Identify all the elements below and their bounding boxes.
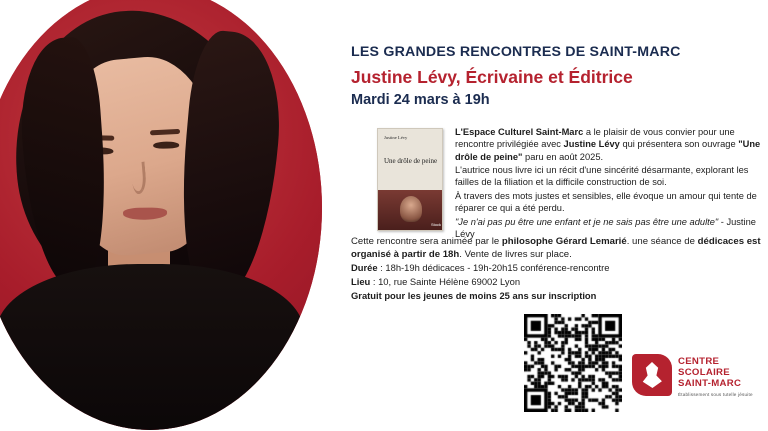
portrait-photo — [0, 0, 322, 430]
free-entry-note: Gratuit pour les jeunes de moins 25 ans sur inscription — [351, 290, 597, 301]
portrait-circle-frame — [0, 0, 322, 430]
description-paragraph-2: L'autrice nous livre ici un récit d'une sincérité désarmante, explorant les failles de la filiation et la difficile construction de soi. — [455, 165, 749, 188]
description-text-1: a le plaisir de vous convier pour une rencontre privilégiée avec — [455, 127, 735, 150]
portrait-brow-right — [150, 129, 180, 136]
book-title-inline: "Une drôle de peine" — [455, 139, 761, 162]
venue-name: L'Espace Culturel Saint-Marc — [455, 127, 584, 137]
qr-code[interactable] — [524, 314, 622, 412]
portrait-nose — [131, 162, 148, 195]
book-author: Justine Lévy — [384, 135, 408, 140]
logo-line-3: Établissement sous tutelle jésuite — [678, 392, 753, 397]
description-text-2: qui présentera son ouvrage — [619, 139, 739, 150]
book-sale-note: . Vente de livres sur place. — [459, 249, 572, 261]
duration-value: : 18h-19h dédicaces - 19h-20h15 conférence-rencontre — [377, 262, 610, 273]
author-name-inline: Justine Lévy — [563, 139, 620, 150]
book-title: Une drôle de peine — [384, 157, 438, 165]
school-logo — [632, 352, 768, 404]
logo-line-1: CENTRE SCOLAIRE — [678, 356, 730, 378]
portrait-torso — [0, 264, 304, 430]
quote-text: "Je n'ai pas pu être une enfant et je ne sais pas être une adulte" — [455, 216, 719, 227]
location-value: : 10, rue Sainte Hélène 69002 Lyon — [370, 276, 521, 287]
poster-content — [349, 0, 768, 431]
logo-emblem-icon — [632, 354, 672, 396]
location-label: Lieu — [351, 276, 371, 287]
quote-attribution: - Justine Lévy — [455, 216, 756, 239]
book-cover — [377, 128, 443, 231]
book-publisher-badge: Stock — [430, 222, 441, 227]
event-description — [455, 126, 768, 241]
signing-time: dédicaces est organisé à partir de 18h — [351, 236, 761, 261]
description-paragraph-1 — [455, 126, 768, 163]
logo-line-2: SAINT-MARC — [678, 378, 742, 389]
duration-label: Durée — [351, 262, 378, 273]
moderator-info — [351, 235, 768, 261]
book-cover-photo — [378, 190, 443, 230]
duration-line — [351, 262, 768, 275]
event-kicker: LES GRANDES RENCONTRES DE SAINT-MARC — [351, 44, 681, 60]
description-text-3: paru en août 2025. — [522, 151, 604, 162]
moderator-name: philosophe Gérard Lemarié — [501, 236, 627, 247]
page-title: Justine Lévy, Écrivaine et Éditrice — [351, 67, 633, 87]
signing-text-mid: . une séance de — [626, 236, 698, 247]
qr-code-canvas[interactable] — [524, 314, 622, 412]
moderator-prefix: Cette rencontre sera animée par le — [351, 236, 502, 247]
event-date: Mardi 24 mars à 19h — [351, 92, 490, 108]
location-line — [351, 276, 768, 289]
logo-text-block — [678, 356, 768, 397]
description-paragraph-3: À travers des mots justes et sensibles, elle évoque un amour qui tente de réparer ce qui a été perdu. — [455, 190, 757, 214]
portrait-mouth — [123, 207, 167, 220]
